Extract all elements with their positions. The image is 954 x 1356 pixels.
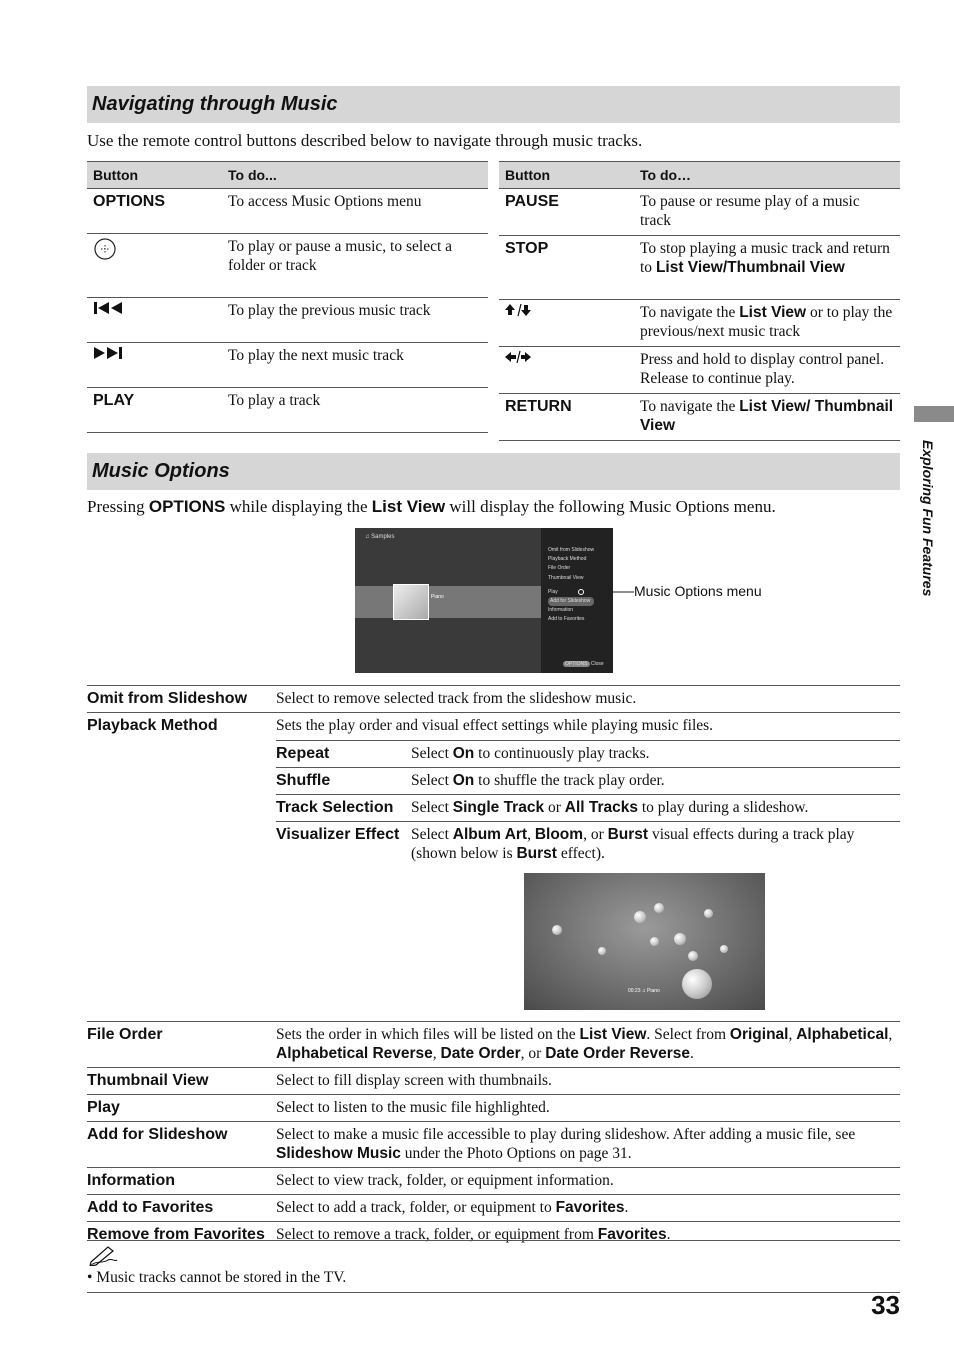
bubble	[552, 925, 562, 935]
updown-desc: To navigate the List View or to play the previous/next music track	[634, 300, 900, 347]
options-desc: To access Music Options menu	[222, 189, 488, 234]
opt-playback-desc: Sets the play order and visual effect settings while playing music files.	[276, 717, 714, 734]
bubble-large	[682, 969, 712, 999]
bubble	[688, 951, 698, 961]
prev-cell	[87, 298, 222, 343]
next-track-icon	[93, 346, 125, 360]
bubble	[674, 933, 686, 945]
sub-shuffle-key: Shuffle	[276, 768, 411, 795]
leftright-desc: Press and hold to display control panel. Release to continue play.	[634, 347, 900, 394]
opt-playback-key: Playback Method	[87, 713, 276, 1022]
screen-header: ♫ Samples	[365, 534, 395, 540]
options-key: OPTIONS	[87, 189, 222, 234]
opt-addfav-key: Add to Favorites	[87, 1195, 276, 1222]
page-number: 33	[871, 1290, 900, 1320]
menu-item-highlighted: Add for Slideshow	[548, 597, 594, 606]
bubble	[634, 911, 646, 923]
callout-line	[578, 588, 634, 596]
album-art	[393, 584, 429, 620]
next-cell	[87, 343, 222, 388]
sub-repeat-key: Repeat	[276, 741, 411, 768]
return-key: RETURN	[499, 394, 634, 441]
menu-item: Omit from Slideshow	[548, 547, 595, 553]
screen-menu-list	[548, 546, 594, 625]
stop-key: STOP	[499, 236, 634, 300]
side-label: Exploring Fun Features	[920, 440, 936, 597]
menu-item: Playback Method	[548, 556, 587, 563]
sub-visual-desc: Select Album Art, Bloom, or Burst visual effects during a track play (shown below is Burst effect). 00:23 ♫ Piano	[411, 822, 900, 1022]
screen-footer: OPTIONS Close	[565, 661, 604, 667]
callout-label: Music Options menu	[634, 583, 762, 599]
sub-track-desc: Select Single Track or All Tracks to play during a slideshow.	[411, 795, 900, 822]
burst-caption: 00:23 ♫ Piano	[628, 988, 660, 994]
center-button-desc: To play or pause a music, to select a folder or track	[222, 234, 488, 298]
opt-fileorder-desc: Sets the order in which files will be listed on the List View. Select from Original, Alphabetical, Alphabetical Reverse, Date Order, or Date Order Reverse.	[276, 1022, 900, 1068]
opt-info-key: Information	[87, 1168, 276, 1195]
play-key: PLAY	[87, 388, 222, 433]
prev-desc: To play the previous music track	[222, 298, 488, 343]
pause-desc: To pause or resume play of a music track	[634, 189, 900, 236]
opt-remfav-desc: Select to remove a track, folder, or equipment from Favorites.	[276, 1222, 900, 1249]
opt-thumb-key: Thumbnail View	[87, 1068, 276, 1095]
opt-fileorder-key: File Order	[87, 1022, 276, 1068]
bubble	[654, 903, 664, 913]
updown-cell	[499, 300, 634, 347]
bubble	[650, 937, 659, 946]
center-button-icon	[93, 237, 117, 261]
music-options-intro: Pressing OPTIONS while displaying the List View will display the following Music Options menu.	[87, 497, 776, 516]
sub-shuffle-desc: Select On to shuffle the track play order.	[411, 768, 900, 795]
nav-intro: Use the remote control buttons described below to navigate through music tracks.	[87, 131, 643, 150]
menu-item: Add to Favorites	[548, 616, 585, 623]
opt-addslide-key: Add for Slideshow	[87, 1122, 276, 1168]
screen-selected-row	[355, 586, 545, 618]
menu-item: Information	[548, 607, 574, 614]
opt-omit-desc: Select to remove selected track from the slideshow music.	[276, 686, 900, 713]
next-desc: To play the next music track	[222, 343, 488, 388]
menu-item: Play	[548, 588, 558, 595]
opt-play-key: Play	[87, 1095, 276, 1122]
screen-item-label: Piano	[431, 594, 444, 600]
nav-table-left	[87, 161, 488, 433]
leftright-cell	[499, 347, 634, 394]
note-text: • Music tracks cannot be stored in the TV.	[87, 1269, 347, 1286]
pause-key: PAUSE	[499, 189, 634, 236]
col-header-button: Button	[499, 162, 634, 189]
sub-track-key: Track Selection	[276, 795, 411, 822]
menu-item: Thumbnail View	[548, 574, 584, 581]
opt-addfav-desc: Select to add a track, folder, or equipment to Favorites.	[276, 1195, 900, 1222]
music-options-screenshot	[355, 528, 613, 673]
bubble	[720, 945, 728, 953]
note-bottom-rule	[87, 1292, 900, 1293]
menu-item: File Order	[548, 565, 571, 572]
opt-remfav-key: Remove from Favorites	[87, 1222, 276, 1249]
side-tab-marker	[914, 406, 954, 422]
opt-info-desc: Select to view track, folder, or equipment information.	[276, 1168, 900, 1195]
play-desc: To play a track	[222, 388, 488, 433]
screen-menu-panel	[541, 528, 613, 673]
section-title-music-options: Music Options	[87, 453, 900, 490]
playback-subtable	[276, 740, 900, 1021]
options-table	[87, 685, 900, 1248]
opt-play-desc: Select to listen to the music file highlighted.	[276, 1095, 900, 1122]
stop-desc: To stop playing a music track and return to List View/Thumbnail View	[634, 236, 900, 300]
note-top-rule	[87, 1240, 900, 1241]
up-down-arrows-icon	[505, 303, 531, 317]
nav-table-right	[499, 161, 900, 441]
bubble	[598, 947, 606, 955]
col-header-button: Button	[87, 162, 222, 189]
opt-playback-cell	[276, 713, 900, 1022]
col-header-todo: To do...	[222, 162, 488, 189]
burst-effect-screenshot	[524, 873, 765, 1010]
note-pencil-icon	[88, 1244, 118, 1266]
return-desc: To navigate the List View/ Thumbnail View	[634, 394, 900, 441]
center-button-cell	[87, 234, 222, 298]
left-right-arrows-icon	[505, 350, 531, 364]
section-title-navigating: Navigating through Music	[87, 86, 900, 123]
bubble	[704, 909, 713, 918]
col-header-todo: To do…	[634, 162, 900, 189]
sub-repeat-desc: Select On to continuously play tracks.	[411, 741, 900, 768]
sub-visual-key: Visualizer Effect	[276, 822, 411, 1022]
previous-track-icon	[93, 301, 125, 315]
opt-thumb-desc: Select to fill display screen with thumbnails.	[276, 1068, 900, 1095]
opt-addslide-desc: Select to make a music file accessible to play during slideshow. After adding a music file, see Slideshow Music under the Photo Options on page 31.	[276, 1122, 900, 1168]
opt-omit-key: Omit from Slideshow	[87, 686, 276, 713]
